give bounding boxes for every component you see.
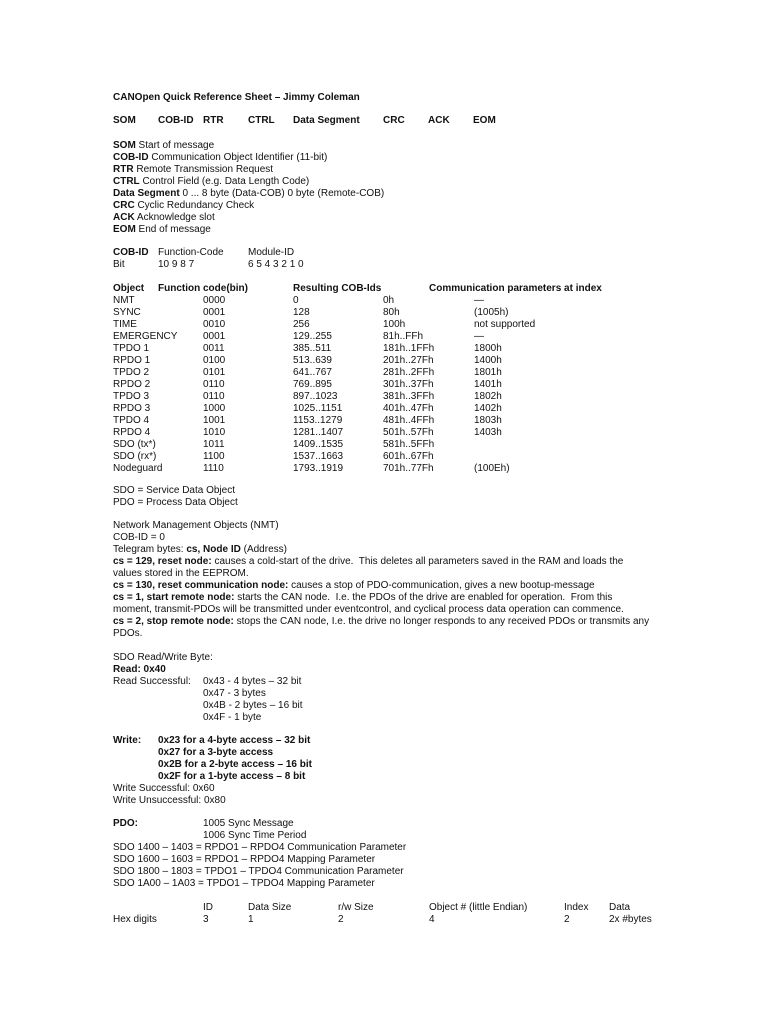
hex-value: 2x #bytes [609, 914, 652, 925]
column-header: Resulting COB-Ids [293, 283, 382, 294]
pdo-sdo-line: SDO 1A00 – 1A03 = TPDO1 – TPDO4 Mapping Parameter [113, 878, 375, 889]
cob-id-hex-cell: 201h..27Fh [383, 355, 434, 366]
sdo-read: Read: 0x40 [113, 664, 166, 675]
comm-param-cell: 1800h [474, 343, 502, 354]
nmt-cs129: cs = 129, reset node: causes a cold-start of the drive. This deletes all parameters saved in the RAM and loads the [113, 556, 624, 567]
nmt-cs2-cont: PDOs. [113, 628, 143, 639]
cob-id-dec-cell: 1153..1279 [293, 415, 343, 426]
object-name-cell: EMERGENCY [113, 331, 178, 342]
nmt-cobid: COB-ID = 0 [113, 532, 165, 543]
cob-id-dec-cell: 1409..1535 [293, 439, 344, 450]
object-name-cell: Nodeguard [113, 463, 163, 474]
cob-id-hex-cell: 501h..57Fh [383, 427, 434, 438]
cob-id-dec-cell: 1025..1151 [293, 403, 343, 414]
hex-header: r/w Size [338, 902, 374, 913]
comm-param-cell: 1803h [474, 415, 502, 426]
sdo-write-ok: Write Successful: 0x60 [113, 783, 215, 794]
nmt-title: Network Management Objects (NMT) [113, 520, 279, 531]
hex-value: 2 [338, 914, 344, 925]
cob-id-dec-cell: 1793..1919 [293, 463, 344, 474]
comm-param-cell: 1400h [474, 355, 502, 366]
object-name-cell: TPDO 2 [113, 367, 150, 378]
function-code-cell: 0000 [203, 295, 226, 306]
function-code-cell: 0010 [203, 319, 226, 330]
frame-field: Data Segment [293, 115, 360, 126]
frame-field: CTRL [248, 115, 275, 126]
object-name-cell: NMT [113, 295, 135, 306]
column-header: Function code(bin) [158, 283, 248, 294]
sdo-read-value: 0x47 - 3 bytes [203, 688, 266, 699]
comm-param-cell: 1401h [474, 379, 502, 390]
cob-id-dec-cell: 128 [293, 307, 310, 318]
cob-id-hex-cell: 601h..67Fh [383, 451, 434, 462]
cobid-header: COB-ID [113, 247, 149, 258]
frame-field: EOM [473, 115, 496, 126]
hex-header: ID [203, 902, 213, 913]
function-code-cell: 0001 [203, 331, 226, 342]
sdo-write-value: 0x23 for a 4-byte access – 32 bit [158, 735, 311, 746]
hex-value: 1 [248, 914, 254, 925]
function-code-cell: 0011 [203, 343, 225, 354]
hex-row-label: Hex digits [113, 914, 157, 925]
cob-id-dec-cell: 769..895 [293, 379, 332, 390]
module-id-header: Module-ID [248, 247, 295, 258]
definition-item: Data Segment 0 ... 8 byte (Data-COB) 0 byte (Remote-COB) [113, 188, 385, 199]
nmt-cs2: cs = 2, stop remote node: stops the CAN node, I.e. the drive no longer responds to any received PDOs or transmits any [113, 616, 650, 627]
sdo-write-value: 0x2B for a 2-byte access – 16 bit [158, 759, 312, 770]
object-name-cell: SDO (rx*) [113, 451, 157, 462]
function-code-cell: 0100 [203, 355, 226, 366]
pdo-item: 1006 Sync Time Period [203, 830, 307, 841]
object-name-cell: RPDO 1 [113, 355, 151, 366]
frame-field: CRC [383, 115, 405, 126]
nmt-cs129-cont: values stored in the EEPROM. [113, 568, 249, 579]
sdo-abbrev: SDO = Service Data Object [113, 485, 235, 496]
sdo-read-value: 0x4B - 2 bytes – 16 bit [203, 700, 303, 711]
sdo-read-value: 0x43 - 4 bytes – 32 bit [203, 676, 302, 687]
frame-field: ACK [428, 115, 450, 126]
hex-value: 2 [564, 914, 570, 925]
hex-header: Index [564, 902, 589, 913]
sdo-read-ok-label: Read Successful: [113, 676, 191, 687]
nmt-cs130: cs = 130, reset communication node: causes a stop of PDO-communication, gives a new bootup-message [113, 580, 595, 591]
cob-id-hex-cell: 81h..FFh [383, 331, 424, 342]
cob-id-hex-cell: 401h..47Fh [383, 403, 434, 414]
cob-id-dec-cell: 513..639 [293, 355, 332, 366]
definition-item: EOM End of message [113, 224, 211, 235]
comm-param-cell: (1005h) [474, 307, 509, 318]
pdo-abbrev: PDO = Process Data Object [113, 497, 238, 508]
nmt-cs1-cont: moment, transmit-PDOs will be transmitted under eventcontrol, and cyclical process data operation can commence. [113, 604, 624, 615]
function-code-cell: 0101 [203, 367, 226, 378]
definition-item: COB-ID Communication Object Identifier (11-bit) [113, 152, 328, 163]
definition-item: RTR Remote Transmission Request [113, 164, 274, 175]
page-title: CANOpen Quick Reference Sheet – Jimmy Coleman [113, 92, 360, 103]
definition-item: SOM Start of message [113, 140, 215, 151]
nmt-cs1: cs = 1, start remote node: starts the CAN node. I.e. the PDOs of the drive are enabled for operation. From this [113, 592, 613, 603]
function-code-cell: 0110 [203, 391, 225, 402]
object-name-cell: TPDO 4 [113, 415, 150, 426]
comm-param-cell: — [474, 295, 484, 306]
cob-id-dec-cell: 129..255 [293, 331, 332, 342]
function-code-cell: 1100 [203, 451, 225, 462]
hex-value: 3 [203, 914, 209, 925]
pdo-sdo-line: SDO 1600 – 1603 = RPDO1 – RPDO4 Mapping Parameter [113, 854, 376, 865]
function-code-cell: 1110 [203, 463, 224, 474]
function-code-cell: 0110 [203, 379, 225, 390]
frame-field: COB-ID [158, 115, 194, 126]
pdo-item: 1005 Sync Message [203, 818, 294, 829]
object-name-cell: SYNC [113, 307, 141, 318]
definition-item: CTRL Control Field (e.g. Data Length Code) [113, 176, 310, 187]
cob-id-hex-cell: 701h..77Fh [383, 463, 434, 474]
cob-id-hex-cell: 581h..5FFh [383, 439, 435, 450]
module-id-bits: 6 5 4 3 2 1 0 [248, 259, 304, 270]
function-code-cell: 1010 [203, 427, 226, 438]
bit-label: Bit [113, 259, 125, 270]
cob-id-hex-cell: 100h [383, 319, 406, 330]
cob-id-hex-cell: 181h..1FFh [383, 343, 435, 354]
comm-param-cell: — [474, 331, 484, 342]
sdo-title: SDO Read/Write Byte: [113, 652, 213, 663]
cob-id-hex-cell: 281h..2FFh [383, 367, 435, 378]
cob-id-hex-cell: 0h [383, 295, 395, 306]
nmt-telegram: Telegram bytes: cs, Node ID (Address) [113, 544, 287, 555]
hex-value: 4 [429, 914, 435, 925]
object-name-cell: RPDO 2 [113, 379, 151, 390]
frame-field: RTR [203, 115, 224, 126]
cob-id-dec-cell: 641..767 [293, 367, 332, 378]
cob-id-dec-cell: 897..1023 [293, 391, 338, 402]
sdo-write-fail: Write Unsuccessful: 0x80 [113, 795, 226, 806]
cob-id-hex-cell: 301h..37Fh [383, 379, 434, 390]
function-code-cell: 1001 [203, 415, 226, 426]
object-name-cell: TPDO 1 [113, 343, 150, 354]
column-header: Object [113, 283, 145, 294]
object-name-cell: TIME [113, 319, 137, 330]
object-name-cell: RPDO 3 [113, 403, 151, 414]
comm-param-cell: 1801h [474, 367, 502, 378]
hex-header: Data Size [248, 902, 292, 913]
function-code-cell: 0001 [203, 307, 226, 318]
sdo-read-value: 0x4F - 1 byte [203, 712, 262, 723]
comm-param-cell: 1402h [474, 403, 502, 414]
cob-id-dec-cell: 1537..1663 [293, 451, 344, 462]
hex-header: Data [609, 902, 631, 913]
function-code-cell: 1000 [203, 403, 226, 414]
cob-id-hex-cell: 381h..3FFh [383, 391, 435, 402]
object-name-cell: SDO (tx*) [113, 439, 156, 450]
cob-id-dec-cell: 1281..1407 [293, 427, 344, 438]
function-code-cell: 1011 [203, 439, 225, 450]
cob-id-dec-cell: 0 [293, 295, 299, 306]
comm-param-cell: 1802h [474, 391, 502, 402]
cob-id-dec-cell: 256 [293, 319, 310, 330]
sdo-write-label: Write: [113, 735, 142, 746]
cob-id-hex-cell: 80h [383, 307, 400, 318]
pdo-label: PDO: [113, 818, 138, 829]
definition-item: ACK Acknowledge slot [113, 212, 215, 223]
sdo-write-value: 0x27 for a 3-byte access [158, 747, 274, 758]
comm-param-cell: not supported [474, 319, 536, 330]
column-header: Communication parameters at index [429, 283, 602, 294]
function-code-bits: 10 9 8 7 [158, 259, 195, 270]
cob-id-hex-cell: 481h..4FFh [383, 415, 435, 426]
pdo-sdo-line: SDO 1400 – 1403 = RPDO1 – RPDO4 Communication Parameter [113, 842, 407, 853]
definition-item: CRC Cyclic Redundancy Check [113, 200, 255, 211]
object-name-cell: RPDO 4 [113, 427, 151, 438]
function-code-header: Function-Code [158, 247, 224, 258]
comm-param-cell: (100Eh) [474, 463, 510, 474]
frame-field: SOM [113, 115, 136, 126]
object-name-cell: TPDO 3 [113, 391, 150, 402]
pdo-sdo-line: SDO 1800 – 1803 = TPDO1 – TPDO4 Communication Parameter [113, 866, 404, 877]
sdo-write-value: 0x2F for a 1-byte access – 8 bit [158, 771, 306, 782]
hex-header: Object # (little Endian) [429, 902, 528, 913]
comm-param-cell: 1403h [474, 427, 502, 438]
cob-id-dec-cell: 385..511 [293, 343, 332, 354]
